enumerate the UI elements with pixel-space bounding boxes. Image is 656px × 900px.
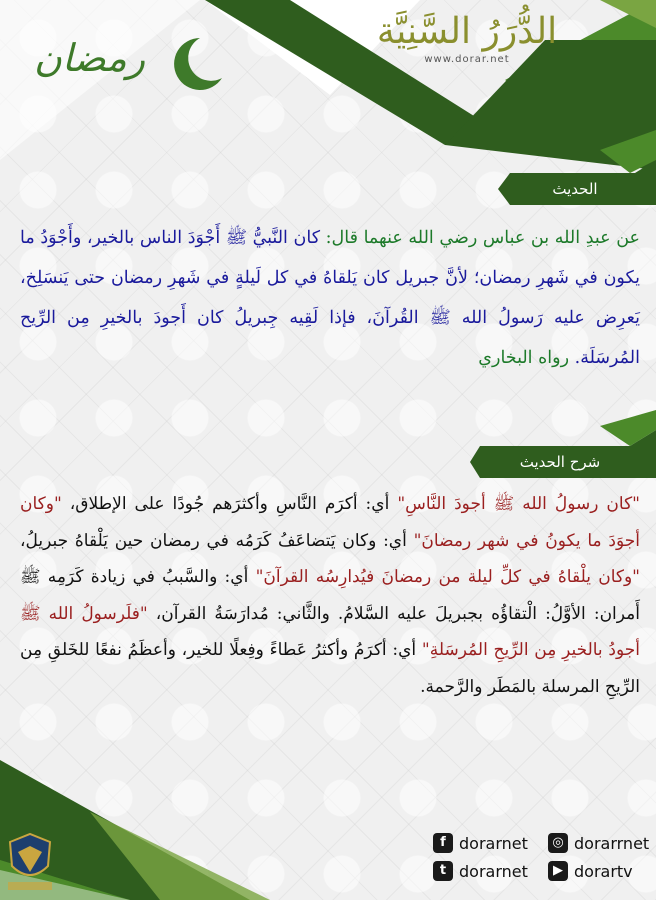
instagram-handle: dorarrnet	[574, 833, 650, 853]
social-instagram[interactable]	[548, 833, 649, 853]
hadith-section-label: الحديث	[552, 180, 598, 198]
brand-name: الدُّرَرُ السَّنِيَّة	[376, 11, 558, 52]
ramadan-logo	[30, 28, 230, 98]
ramadan-word: رمضان	[34, 36, 146, 80]
sharh-quote: "وكان أجوَدَ ما يكونُ في شهر رمضانَ"	[20, 494, 640, 551]
hadith-body: كان النَّبيُّ ﷺ أَجْوَدَ الناس بالخير، وأَجْوَدُ ما يكون في شَهرِ رمضان؛ لأنَّ جبريل كان يَلقاهُ في كل لَيلةٍ في شَهرِ رمضان حتى يَنسَلِخ، يَعرِض عليه رَسولُ الله ﷺ القُرآنَ، فإذا لَقِيه جِبريلُ كان أَجودَ بالخيرِ مِن الرِّيح المُرسَلَة.	[20, 228, 640, 368]
hadith-text-block	[20, 218, 640, 378]
sharh-explanation: أي: وكان يَتضاعَفُ كَرَمُه في رمضان حين يَلْقاهُ جبريلُ،	[20, 530, 414, 551]
watermark-emblem-icon	[4, 832, 56, 896]
sharh-section-label: شرح الحديث	[519, 453, 601, 471]
brand-url: www.dorar.net	[424, 54, 510, 65]
sharh-explanation: أي: والسَّببُ في زيادة كَرَمِه ﷺ أَمران: الأوَّلُ: الْتقاؤُه بجبريلَ عليه السَّلامُ. والثَّاني: مُدارَسَةُ القرآن،	[20, 567, 640, 624]
social-youtube[interactable]	[548, 861, 633, 881]
hadith-source: رواه البخاري	[478, 348, 570, 368]
facebook-handle: dorarnet	[459, 833, 528, 853]
twitter-handle: dorarnet	[459, 861, 528, 881]
dorar-logo	[362, 10, 572, 72]
social-twitter[interactable]	[433, 861, 528, 881]
youtube-icon: ▶	[548, 861, 568, 881]
sharh-quote: "وكان يلْقاهُ في كلِّ ليلة من رمضانَ فيُدارِسُه القرآنَ"	[255, 567, 640, 587]
twitter-icon: t	[433, 861, 453, 881]
sharh-text-block	[20, 486, 640, 705]
sharh-explanation: أي: أكرَمُ وأكثرُ عَطاءً وفِعلًا للخير، وأعظَمُ نفعًا للخَلقِ مِن الرِّيحِ المرسلة بالمَطَر والرَّحمة.	[20, 640, 640, 697]
facebook-icon: f	[433, 833, 453, 853]
social-facebook[interactable]	[433, 833, 528, 853]
hadith-narrator: عن عبدِ الله بن عباس رضي الله عنهما قال:	[320, 228, 640, 248]
sharh-quote: "كان رسولُ الله ﷺ أجودَ النَّاسِ"	[397, 494, 640, 514]
youtube-handle: dorartv	[574, 861, 633, 881]
sharh-explanation: أي: أكرَم النَّاسِ وأكثرَهم جُودًا على الإطلاق،	[61, 494, 398, 514]
instagram-icon: ◎	[548, 833, 568, 853]
sharh-quote: "فلَرسولُ الله ﷺ أجودُ بالخيرِ مِن الرِّيحِ المُرسَلةِ"	[20, 603, 640, 660]
